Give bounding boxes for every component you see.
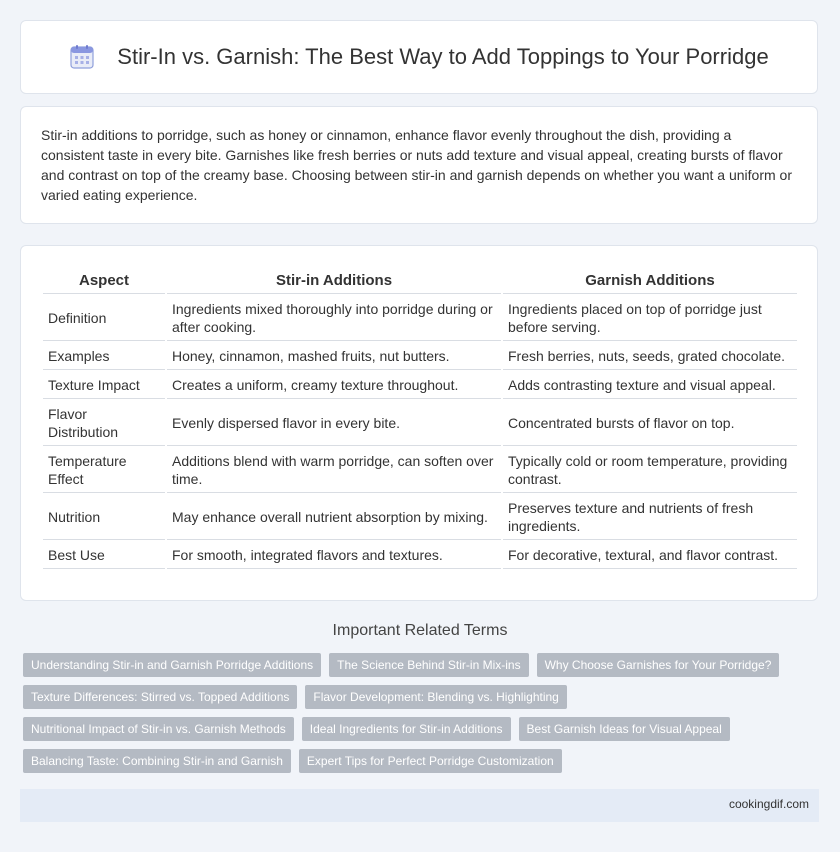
related-term-tag[interactable]: Understanding Stir-in and Garnish Porridge Additions <box>23 653 321 677</box>
stir-in-cell: Additions blend with warm porridge, can soften over time. <box>167 448 501 493</box>
stir-in-cell: For smooth, integrated flavors and textures. <box>167 542 501 569</box>
table-header-row <box>43 264 797 294</box>
related-term-tag[interactable]: Balancing Taste: Combining Stir-in and Garnish <box>23 749 291 773</box>
calendar-icon <box>69 44 95 70</box>
footer-site-link[interactable]: cookingdif.com <box>728 797 809 811</box>
garnish-cell: Typically cold or room temperature, providing contrast. <box>503 448 797 493</box>
table-row <box>43 542 797 569</box>
garnish-cell: Adds contrasting texture and visual appeal. <box>503 372 797 399</box>
related-term-tag[interactable]: Nutritional Impact of Stir-in vs. Garnish Methods <box>23 717 294 741</box>
related-term-tag[interactable]: Flavor Development: Blending vs. Highlighting <box>305 685 566 709</box>
garnish-cell: Ingredients placed on top of porridge just before serving. <box>503 296 797 341</box>
aspect-cell: Examples <box>43 343 165 370</box>
related-terms-title: Important Related Terms <box>332 622 508 639</box>
aspect-cell: Nutrition <box>43 495 165 540</box>
stir-in-cell: Ingredients mixed thoroughly into porridge during or after cooking. <box>167 296 501 341</box>
aspect-cell: Flavor Distribution <box>43 401 165 446</box>
stir-in-cell: May enhance overall nutrient absorption by mixing. <box>167 495 501 540</box>
related-terms-list <box>23 653 823 781</box>
footer <box>20 789 819 822</box>
intro-paragraph: Stir-in additions to porridge, such as honey or cinnamon, enhance flavor evenly throughout the dish, providing a consistent taste in every bite. Garnishes like fresh berries or nuts add texture and visual appeal, creating bursts of flavor and contrast on top of the creamy base. Choosing between stir-in and garnish depends on whether you want a uniform or varied eating experience. <box>41 127 793 203</box>
related-term-tag[interactable]: Best Garnish Ideas for Visual Appeal <box>519 717 730 741</box>
aspect-cell: Best Use <box>43 542 165 569</box>
related-term-tag[interactable]: Ideal Ingredients for Stir-in Additions <box>302 717 511 741</box>
related-term-tag[interactable]: Texture Differences: Stirred vs. Topped Additions <box>23 685 297 709</box>
column-header-garnish: Garnish Additions <box>503 264 797 294</box>
stir-in-cell: Creates a uniform, creamy texture throughout. <box>167 372 501 399</box>
page-title: Stir-In vs. Garnish: The Best Way to Add Toppings to Your Porridge <box>117 44 769 69</box>
comparison-table <box>41 262 799 571</box>
aspect-cell: Definition <box>43 296 165 341</box>
table-row <box>43 343 797 370</box>
intro-card <box>20 106 818 224</box>
stir-in-cell: Evenly dispersed flavor in every bite. <box>167 401 501 446</box>
column-header-stir-in: Stir-in Additions <box>167 264 501 294</box>
comparison-table-card <box>20 245 818 601</box>
title-card <box>20 20 818 94</box>
table-row <box>43 495 797 540</box>
table-row <box>43 448 797 493</box>
table-row <box>43 401 797 446</box>
table-row <box>43 372 797 399</box>
garnish-cell: For decorative, textural, and flavor contrast. <box>503 542 797 569</box>
related-term-tag[interactable]: Why Choose Garnishes for Your Porridge? <box>537 653 780 677</box>
related-term-tag[interactable]: Expert Tips for Perfect Porridge Customization <box>299 749 562 773</box>
column-header-aspect: Aspect <box>43 264 165 294</box>
aspect-cell: Temperature Effect <box>43 448 165 493</box>
garnish-cell: Concentrated bursts of flavor on top. <box>503 401 797 446</box>
garnish-cell: Preserves texture and nutrients of fresh ingredients. <box>503 495 797 540</box>
aspect-cell: Texture Impact <box>43 372 165 399</box>
related-term-tag[interactable]: The Science Behind Stir-in Mix-ins <box>329 653 528 677</box>
stir-in-cell: Honey, cinnamon, mashed fruits, nut butters. <box>167 343 501 370</box>
table-row <box>43 296 797 341</box>
garnish-cell: Fresh berries, nuts, seeds, grated chocolate. <box>503 343 797 370</box>
